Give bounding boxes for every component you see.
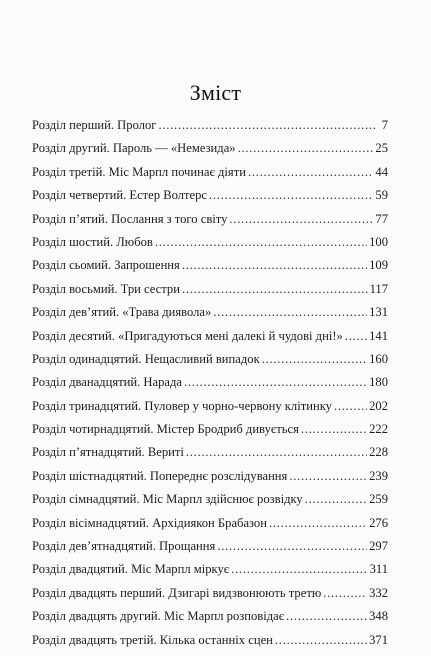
toc-entry [32,516,388,539]
toc-entry-page: 311 [369,562,388,577]
toc-entry-title: Розділ двадцятий. Міс Марпл міркує [32,562,230,577]
toc-entry-title: Розділ сімнадцятий. Міс Марпл здійснює розвідку [32,492,303,507]
toc-entry-title: Розділ тринадцятий. Пуловер у чорно-червону клітинку [32,398,332,413]
toc-entry-title: Розділ дев’ятнадцятий. Прощання [32,539,216,554]
toc-entry-page: 259 [369,492,388,507]
toc-entry [32,282,388,305]
toc-entry-page: 25 [375,141,388,156]
toc-entry [32,188,388,211]
page-title: Зміст [189,80,242,105]
dot-leader [289,469,367,484]
toc-entry-title: Розділ п’ятнадцятий. Вериті [32,445,184,460]
toc-entry-page: 239 [369,468,388,483]
toc-entry [32,258,388,281]
dot-leader [184,375,367,390]
dot-leader [301,422,367,437]
toc-entry-page: 276 [369,515,388,530]
dot-leader [262,352,367,367]
dot-leader [286,609,367,624]
toc-entry-title: Розділ одинадцятий. Нещасливий випадок [32,351,260,366]
toc-entry [32,165,388,188]
dot-leader [345,329,367,344]
toc-entry-page: 222 [369,422,388,437]
dot-leader [217,539,367,554]
toc-entry [32,375,388,398]
toc-entry-page: 131 [369,305,388,320]
toc-entry-title: Розділ шістнадцятий. Попереднє розслідування [32,468,288,483]
dot-leader [155,235,367,250]
toc-entry-page: 44 [375,164,388,179]
toc-entry-page: 371 [369,632,388,647]
dot-leader [231,562,367,577]
toc-entry-page: 109 [369,258,388,273]
toc-entry [32,609,388,632]
toc-entry-title: Розділ восьмий. Три сестри [32,281,180,296]
toc-entry [32,399,388,422]
dot-leader [238,141,374,156]
toc-entry-title: Розділ дев’ятий. «Трава диявола» [32,305,212,320]
toc-entry [32,469,388,492]
dot-leader [275,633,367,648]
toc-entry-page: 202 [369,398,388,413]
toc-entry-title: Розділ третій. Міс Марпл починає діяти [32,164,246,179]
dot-leader [323,586,367,601]
dot-leader [229,212,373,227]
dot-leader [305,492,367,507]
toc-entry [32,492,388,515]
toc-entry-title: Розділ вісімнадцятий. Архідиякон Брабазон [32,515,267,530]
dot-leader [186,445,367,460]
toc-entry [32,329,388,352]
toc-entry-page: 100 [369,234,388,249]
toc-entry [32,539,388,562]
toc-entry-page: 77 [375,211,388,226]
dot-leader [158,118,376,133]
toc-entry [32,422,388,445]
toc-entry [32,305,388,328]
toc-entry-title: Розділ перший. Пролог [32,118,157,132]
toc-entry-title: Розділ сьомий. Запрошення [32,258,180,273]
toc-entry-page: 348 [369,609,388,624]
toc-entry [32,235,388,258]
dot-leader [182,282,368,297]
toc-entry-title: Розділ десятий. «Пригадуються мені далекі й чудові дні!» [32,328,343,343]
toc-entry-title: Розділ шостий. Любов [32,234,153,249]
toc-entry-page: 117 [369,281,388,296]
toc-entry-page: 297 [369,539,388,554]
dot-leader [213,305,367,320]
dot-leader [209,188,373,203]
dot-leader [182,258,367,273]
toc-entry [32,212,388,235]
dot-leader [269,516,367,531]
toc-entry-page: 59 [375,188,388,203]
toc-entry-title: Розділ дванадцятий. Нарада [32,375,182,390]
table-of-contents [32,118,388,656]
toc-entry [32,586,388,609]
toc-entry-page: 228 [369,445,388,460]
toc-entry-page: 160 [369,351,388,366]
toc-entry-page: 7 [381,118,388,132]
toc-entry [32,445,388,468]
toc-entry-title: Розділ четвертий. Естер Волтерс [32,188,207,203]
dot-leader [248,165,373,180]
toc-entry [32,633,388,656]
toc-entry [32,118,388,141]
toc-entry-title: Розділ двадцять другий. Міс Марпл розповідає [32,609,285,624]
toc-entry-title: Розділ двадцять перший. Дзигарі видзвонюють третю [32,585,322,600]
toc-entry [32,562,388,585]
toc-entry-title: Розділ двадцять третій. Кілька останніх сцен [32,632,273,647]
toc-entry [32,352,388,375]
toc-entry [32,141,388,164]
toc-entry-page: 180 [369,375,388,390]
toc-entry-page: 141 [369,328,388,343]
toc-entry-title: Розділ п’ятий. Послання з того світу [32,211,228,226]
toc-entry-page: 332 [369,585,388,600]
dot-leader [334,399,367,414]
toc-entry-title: Розділ другий. Пароль — «Немезида» [32,141,236,156]
toc-entry-title: Розділ чотирнадцятий. Містер Бродриб дивується [32,422,299,437]
